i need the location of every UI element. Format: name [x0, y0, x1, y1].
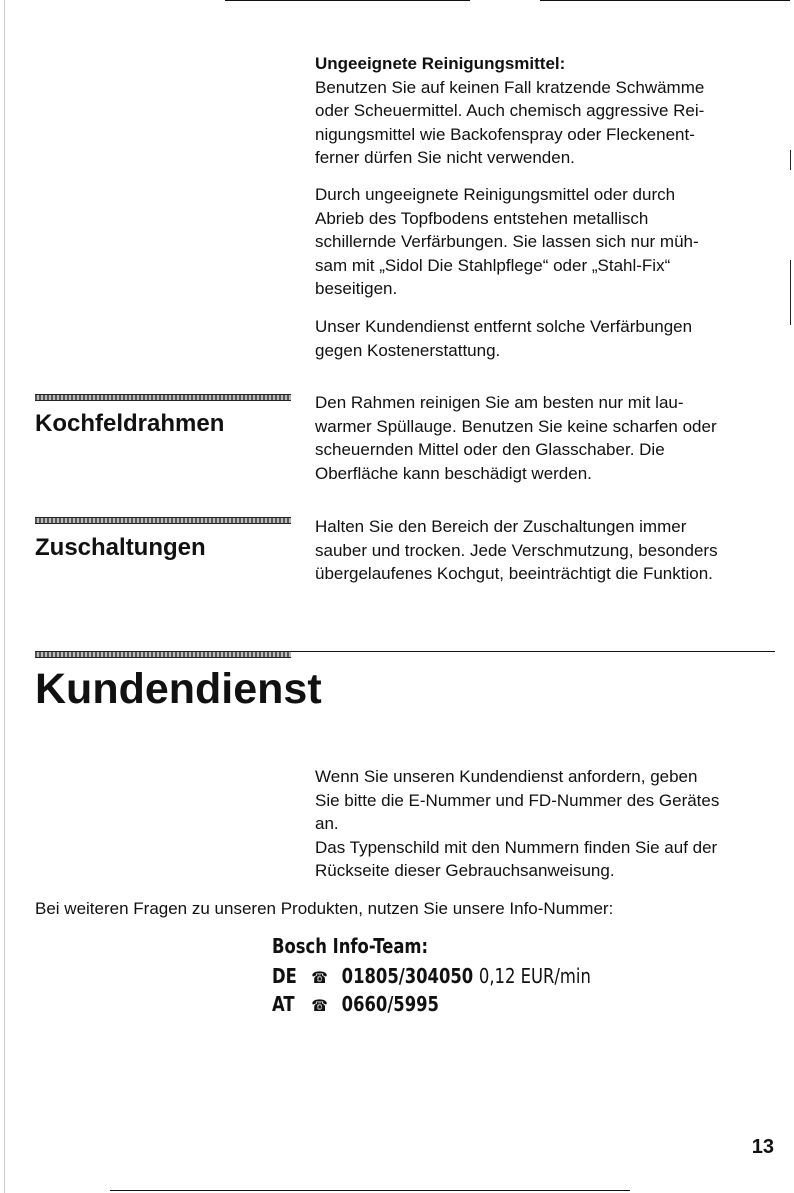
text-line: nigungsmittel wie Backofenspray oder Fleckenent-	[315, 124, 695, 144]
text-line: Abrieb des Topfbodens entstehen metallisch	[315, 208, 649, 228]
section-bar	[35, 651, 291, 658]
text-line: gegen Kostenerstattung.	[315, 340, 501, 360]
text-line: sauber und trocken. Jede Verschmutzung, besonders	[315, 540, 718, 560]
discoloration-paragraph	[315, 183, 780, 301]
zuschaltungen-paragraph	[315, 515, 780, 586]
text-line: warmer Spüllauge. Benutzen Sie keine scharfen oder	[315, 416, 717, 436]
section-bar	[35, 517, 291, 524]
text-line: Rückseite dieser Gebrauchsanweisung.	[315, 861, 615, 880]
bottom-rule	[110, 1190, 630, 1191]
page-number: 13	[751, 1136, 774, 1158]
text-line: ferner dürfen Sie nicht verwenden.	[315, 148, 575, 167]
text-line: scheuernden Mittel oder den Glasschaber. Die	[315, 440, 665, 459]
section-bar	[35, 394, 291, 401]
top-rule-right	[540, 0, 790, 1]
text-line: an.	[315, 814, 339, 833]
service-request-paragraph	[315, 765, 780, 883]
text-line: Den Rahmen reinigen Sie am besten nur mit lau-	[315, 393, 684, 412]
text-line: sam mit „Sidol Die Stahlpflege“ oder „Stahl-Fix“	[315, 255, 671, 275]
left-edge-mark	[4, 0, 5, 1193]
text-line: oder Scheuermittel. Auch chemisch aggressive Rei-	[315, 101, 705, 120]
telephone-icon: ☎	[311, 968, 328, 987]
section-title-kochfeldrahmen: Kochfeldrahmen	[35, 410, 225, 437]
kochfeldrahmen-paragraph	[315, 391, 780, 485]
right-edge-mark	[790, 150, 791, 170]
telephone-icon: ☎	[311, 996, 328, 1015]
contact-row-de	[272, 964, 591, 988]
top-rule-left	[225, 0, 470, 1]
text-line: schillernde Verfärbungen. Sie lassen sich nur müh-	[315, 232, 699, 251]
call-rate: 0,12 EUR/min	[478, 964, 591, 988]
text-line: übergelaufenes Kochgut, beeinträchtigt die Funktion.	[315, 564, 713, 583]
text-line: Wenn Sie unseren Kundendienst anfordern, geben	[315, 767, 698, 786]
right-edge-mark	[790, 260, 791, 325]
text-line: Das Typenschild mit den Nummern finden Sie auf der	[315, 837, 718, 857]
info-team-heading: Bosch Info-Team:	[272, 934, 429, 958]
info-number-intro: Bei weiteren Fragen zu unseren Produkten, nutzen Sie unsere Info-Nummer:	[35, 899, 614, 918]
text-line: Unser Kundendienst entfernt solche Verfärbungen	[315, 317, 693, 336]
text-line: Oberfläche kann beschädigt werden.	[315, 463, 592, 483]
text-line: Sie bitte die E-Nummer und FD-Nummer des Gerätes	[315, 790, 720, 810]
text-line: Durch ungeeignete Reinigungsmittel oder durch	[315, 185, 676, 204]
phone-number[interactable]: 0660/5995	[341, 992, 439, 1016]
text-line: beseitigen.	[315, 279, 398, 298]
service-removal-paragraph	[315, 315, 780, 362]
country-code: DE	[272, 964, 297, 988]
phone-number[interactable]: 01805/304050	[341, 964, 474, 988]
section-title-zuschaltungen: Zuschaltungen	[35, 534, 206, 561]
cleaning-heading: Ungeeignete Reinigungsmittel:	[315, 54, 566, 73]
text-line: Halten Sie den Bereich der Zuschaltungen immer	[315, 517, 687, 536]
chapter-title-kundendienst: Kundendienst	[35, 665, 322, 713]
cleaning-paragraph	[315, 52, 780, 170]
text-line: Benutzen Sie auf keinen Fall kratzende Schwämme	[315, 77, 705, 97]
country-code: AT	[272, 992, 295, 1016]
contact-row-at	[272, 992, 439, 1016]
